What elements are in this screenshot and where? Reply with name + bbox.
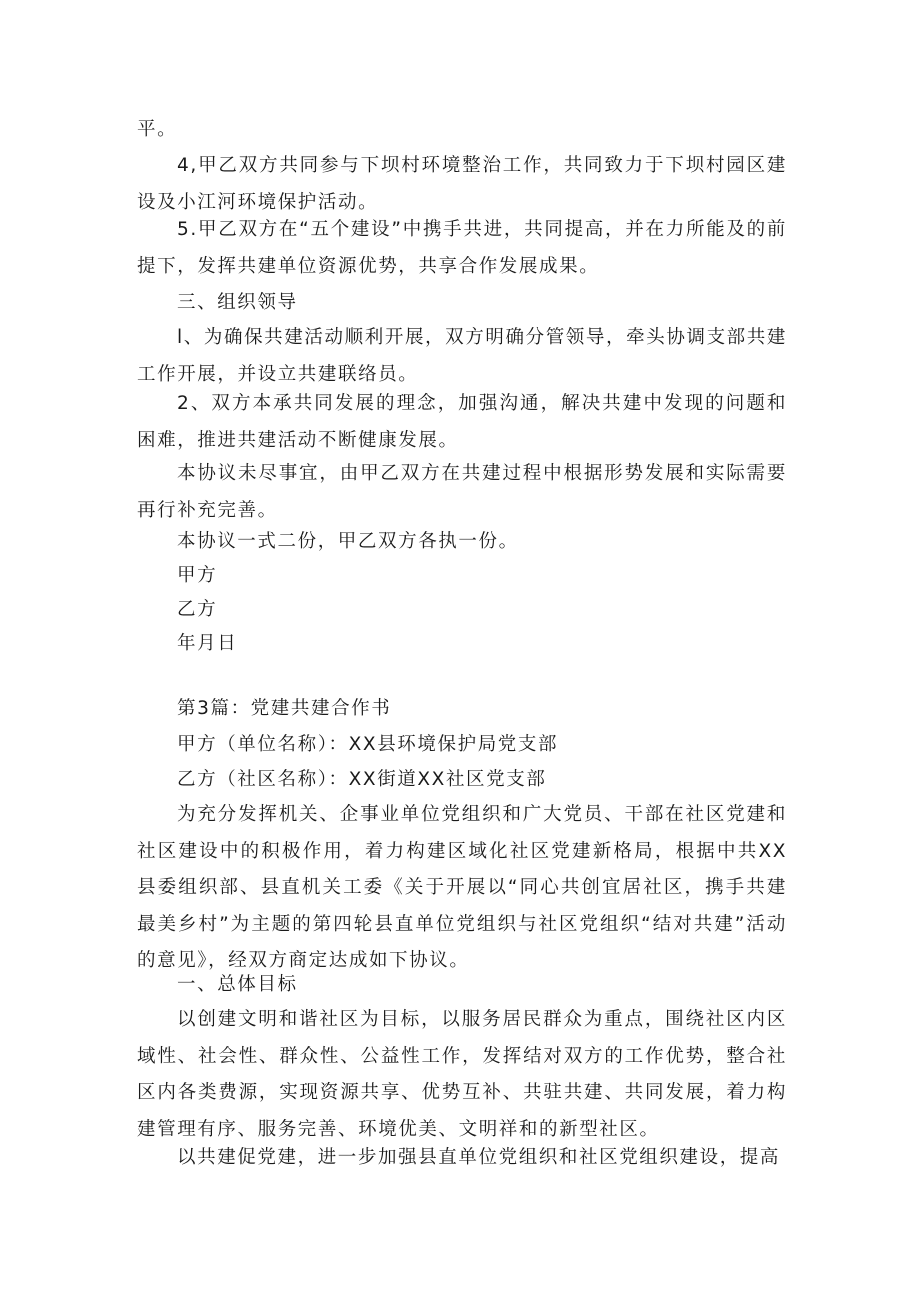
paragraph-org-2: 2、双方本承共同发展的理念，加强沟通，解决共建中发现的问题和困难，推进共建活动不断健康发展。 — [137, 393, 787, 451]
party-a-name: 甲方（单位名称）：XX县环境保护局党支部 — [177, 734, 559, 755]
paragraph-copies: 本协议一式二份，甲乙双方各执一份。 — [177, 531, 519, 552]
paragraph-party-building: 以共建促党建，进一步加强县直单位党组织和社区党组织建设，提高 — [177, 1147, 781, 1168]
paragraph-overall-goal: 以创建文明和谐社区为目标，以服务居民群众为重点，围绕社区内区域性、社会性、群众性、公益性工作，发挥结对双方的工作优势，整合社区内各类费源，实现资源共享、优势互补、共驻共建、共同发展，着力构建管理有序、服务完善、环境优美、文明祥和的新型社区。 — [137, 1009, 787, 1140]
paragraph-item-4: 4,甲乙双方共同参与下坝村环境整治工作，共同致力于下坝村园区建设及小江河环境保护活动。 — [137, 155, 787, 213]
signature-party-a: 甲方 — [177, 565, 218, 586]
article-title: 第3篇：党建共建合作书 — [177, 698, 392, 719]
paragraph-item-5: 5.甲乙双方在“五个建设”中携手共进，共同提高，并在力所能及的前提下，发挥共建单位资源优势，共享合作发展成果。 — [137, 219, 787, 277]
paragraph-continuation: 平。 — [137, 119, 178, 140]
paragraph-org-1: l、为确保共建活动顺利开展，双方明确分管领导，牵头协调支部共建工作开展，并设立共建联络员。 — [137, 327, 787, 385]
paragraph-purpose: 为充分发挥机关、企事业单位党组织和广大党员、干部在社区党建和社区建设中的积极作用，着力构建区域化社区党建新格局，根据中共XX县委组织部、县直机关工委《关于开展以“同心共创宜居社区，携手共建最美乡村”为主题的第四轮县直单位党组织与社区党组织“结对共建”活动的意见》，经双方商定达成如下协议。 — [137, 804, 787, 971]
section-heading-overall-goal: 一、总体目标 — [177, 974, 298, 995]
party-b-name: 乙方（社区名称）：XX街道XX社区党支部 — [177, 769, 547, 790]
section-heading-organization: 三、组织领导 — [177, 292, 298, 313]
paragraph-supplement: 本协议未尽事宜，由甲乙双方在共建过程中根据形势发展和实际需要再行补充完善。 — [137, 463, 787, 521]
signature-date: 年月日 — [177, 633, 238, 654]
signature-party-b: 乙方 — [177, 599, 218, 620]
